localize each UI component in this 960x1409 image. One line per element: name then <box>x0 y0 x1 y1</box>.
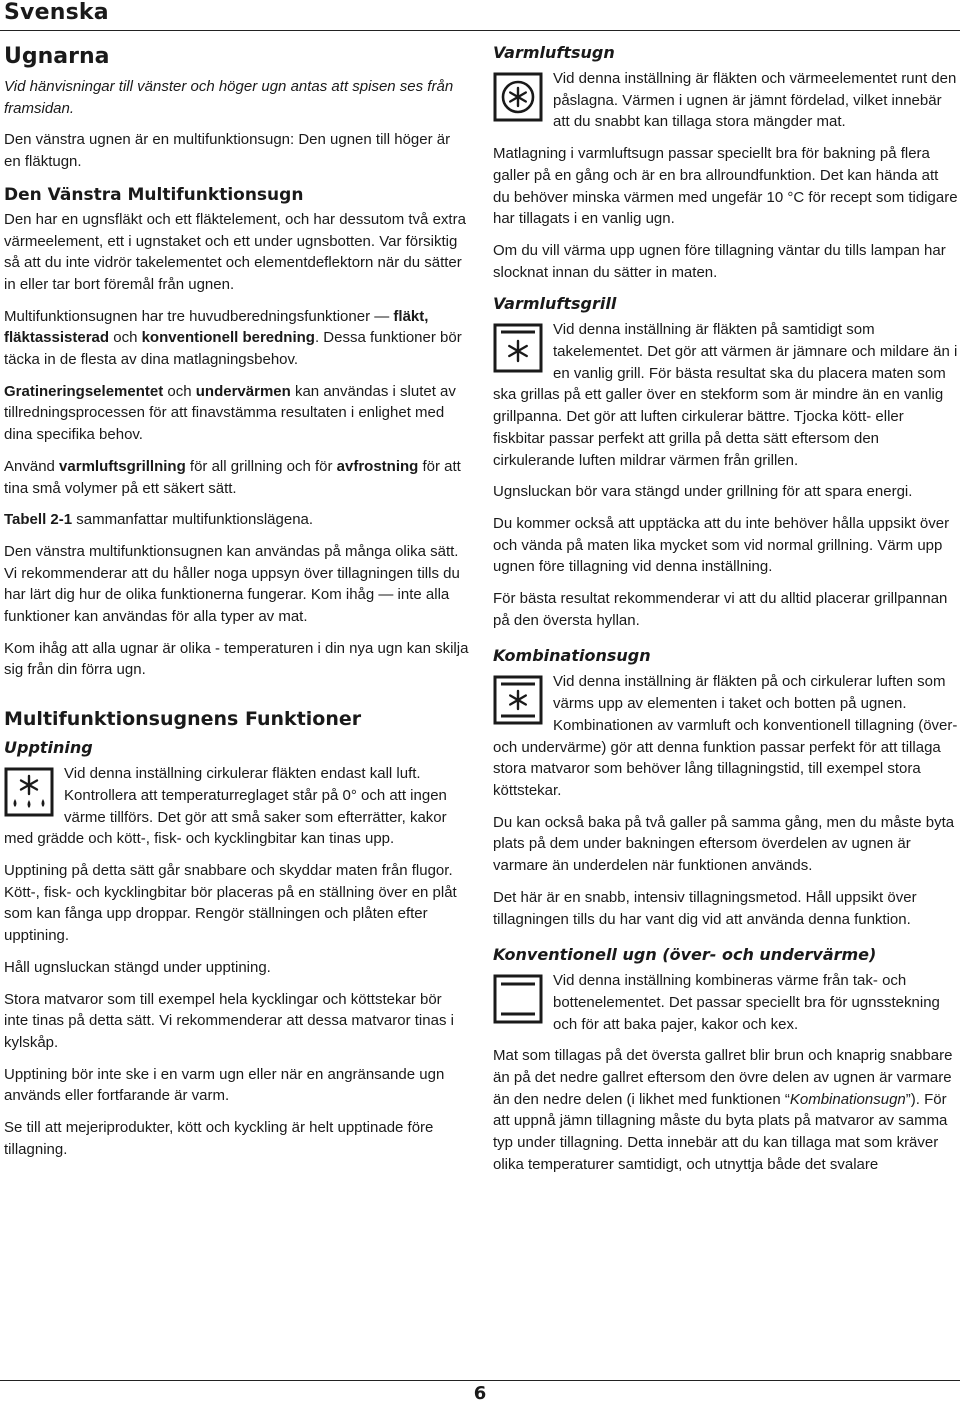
paragraph: Du kommer också att upptäcka att du inte behöver hålla uppsikt över och vända på maten lika mycket som vid normal grillning. Värm upp ugnen före tillagning vid denna inställning. <box>493 514 950 576</box>
fan-oven-icon <box>493 72 543 122</box>
mode-title-grill: Varmluftsgrill <box>493 294 617 314</box>
mode-upptining <box>4 763 469 850</box>
subheading-left-multifunction: Den Vänstra Multifunktionsugn <box>4 184 304 205</box>
table-reference: Tabell 2-1 <box>4 511 73 529</box>
mode-grill <box>493 319 958 471</box>
text-run: för all grillning och för <box>185 457 337 475</box>
bold-term: fläkt <box>393 307 425 325</box>
mode-description: Vid denna inställning är fläkten på samtidigt som takelementet. Det gör att värmen är jämnare och mildare än i en vanlig grill. För bästa resultat ska du placera maten som ska grillas på ett galler över en stekform som är mindre än en vanlig grillpanna. Det gör att luften cirkulerar bättre. Tjocka kött- eller fiskbitar passar perfekt att grilla på detta sätt eftersom den cirkulerande luften mildrar värmen från grillen. <box>493 321 958 469</box>
paragraph: Den har en ugnsfläkt och ett fläktelement, och har dessutom två extra värmeelement, ett i ugnstaket och ett under ugnsbotten. Var försiktig så att du inte vidrör takelementet och elementdeflektorn när du sätter in eller tar bort föremål från ugnen. <box>4 210 466 293</box>
paragraph: Ugnsluckan bör vara stängd under grillning för att spara energi. <box>493 483 913 501</box>
mode-title-konventionell: Konventionell ugn (över- och undervärme) <box>493 945 877 965</box>
bold-term: Gratineringselementet <box>4 382 164 400</box>
text-run: sammanfattar multifunktionslägena. <box>72 511 314 529</box>
page-number: 6 <box>473 1383 487 1404</box>
mode-varmluft <box>493 68 958 133</box>
bold-term: undervärmen <box>195 382 291 400</box>
mode-description: Vid denna inställning är fläkten och värmeelementet runt den påslagna. Värmen i ugnen är jämnt fördelad, vilket innebär att du snabbt kan tillaga stora mängder mat. <box>553 70 957 131</box>
section-title-ovens: Ugnarna <box>4 44 110 69</box>
paragraph: Matlagning i varmluftsugn passar speciellt bra för bakning på flera galler på en gång och är en bra allroundfunktion. Det kan hända att du behöver minska värmen med ungefär 10 °C för recept som tidigare har tillagats i en vanlig ugn. <box>493 145 958 228</box>
text-run: Multifunktionsugnen har tre huvudberedningsfunktioner — <box>4 307 394 325</box>
bold-term: varmluftsgrillning <box>59 457 186 475</box>
paragraph <box>4 306 469 371</box>
bold-term: avfrostning <box>336 457 419 475</box>
paragraph: Det här är en snabb, intensiv tillagningsmetod. Håll uppsikt över tillagningen tills du har vant dig vid att använda denna funktion. <box>493 888 917 928</box>
mode-title-upptining: Upptining <box>4 738 93 758</box>
text-run: , <box>424 307 429 325</box>
text-run: Använd <box>4 457 60 475</box>
paragraph <box>4 509 469 531</box>
language-heading: Svenska <box>4 0 109 25</box>
fan-grill-icon <box>493 323 543 373</box>
section-title-functions: Multifunktionsugnens Funktioner <box>4 708 362 731</box>
top-bottom-heat-icon <box>493 974 543 1024</box>
header-rule <box>0 30 960 31</box>
text-run: och <box>109 329 142 347</box>
bold-term: fläktassisterad <box>4 329 110 347</box>
paragraph: Om du vill värma upp ugnen före tillagning väntar du tills lampan har slocknat innan du sätter in maten. <box>493 241 946 281</box>
paragraph <box>4 456 469 499</box>
text-run: . Dessa funktioner bör täcka in de flesta av dina matlagningsbehov. <box>4 329 462 369</box>
mode-konventionell <box>493 970 958 1035</box>
paragraph: Upptining bör inte ske i en varm ugn eller när en angränsande ugn används eller fortfarande är varm. <box>4 1065 445 1105</box>
paragraph: Stora matvaror som till exempel hela kycklingar och köttstekar bör inte tinas på detta sätt. Vi rekommenderar att dessa matvaror tinas i kylskåp. <box>4 990 454 1051</box>
text-run: ”). För att uppnå jämn tillagning måste du byta plats på matvaror av samma typ under tillagning. Detta innebär att du kan tillaga mat som kräver olika temperaturer samtidigt, och utnyttja både det svalare <box>493 1090 948 1173</box>
paragraph: Du kan också baka på två galler på samma gång, men du måste byta plats på dem under bakningen eftersom överdelen av ugnen är varmare än underdelen när funktionen används. <box>493 813 955 875</box>
mode-title-kombi: Kombinationsugn <box>493 646 651 666</box>
bold-term: konventionell beredning <box>141 329 315 347</box>
paragraph: Kom ihåg att alla ugnar är olika - temperaturen i din nya ugn kan skilja sig från din förra ugn. <box>4 639 469 679</box>
intro-note: Vid hänvisningar till vänster och höger ugn antas att spisen ses från framsidan. <box>4 78 454 117</box>
paragraph: För bästa resultat rekommenderar vi att du alltid placerar grillpannan på den översta hyllan. <box>493 590 948 629</box>
paragraph: Upptining på detta sätt går snabbare och skyddar maten från flugor. Kött-, fisk- och kycklingbitar bör placeras på en ställning över en plåt som kan fånga upp droppar. Rengör ställningen och plåten efter upptining. <box>4 861 457 945</box>
mode-description: Vid denna inställning är fläkten på och cirkulerar luften som värms upp av elementen i taket och botten på ugnen. Kombinationen av varmluft och konventionell tillagning (över- och undervärme) gör att denna funktion passar perfekt för att tillaga stora matvaror som behöver lång tillagningstid, till exempel stora köttstekar. <box>493 673 958 799</box>
text-run: och <box>163 382 196 400</box>
paragraph <box>4 381 469 446</box>
footer-rule <box>0 1380 960 1381</box>
left-column <box>4 42 469 1170</box>
text-run: kan användas i slutet av tillredningsprocessen för att finavstämma resultaten i enlighet med dina specifika behov. <box>4 382 456 444</box>
defrost-icon <box>4 767 54 817</box>
fan-top-bottom-icon <box>493 675 543 725</box>
mode-title-varmluft: Varmluftsugn <box>493 43 615 62</box>
paragraph: Den vänstra multifunktionsugnen kan användas på många olika sätt. Vi rekommenderar att du håller noga uppsyn över tillagningen tills du har lärt dig hur de olika funktionerna fungerar. Kom ihåg — inte alla funktioner kan användas för alla typer av mat. <box>4 542 460 626</box>
mode-description: Vid denna inställning kombineras värme från tak- och bottenelementet. Det passar speciellt bra för ugnsstekning och för att baka pajer, kakor och kex. <box>553 972 940 1033</box>
paragraph <box>493 1045 958 1175</box>
mode-kombi <box>493 671 958 801</box>
text-run: Mat som tillagas på det översta gallret blir brun och knaprig snabbare än på det nedre gallret eftersom den övre delen av ugnen är varmare än den nedre delen (i likhet med funktionen “ <box>493 1047 953 1108</box>
paragraph: Se till att mejeriprodukter, kött och kyckling är helt upptinade före tillagning. <box>4 1119 434 1158</box>
text-run: för att tina små volymer på ett säkert sätt. <box>4 457 461 497</box>
right-column <box>493 42 958 1186</box>
paragraph: Den vänstra ugnen är en multifunktionsugn: Den ugnen till höger är en fläktugn. <box>4 131 451 171</box>
mode-description: Vid denna inställning cirkulerar fläkten endast kall luft. Kontrollera att temperaturreglaget står på 0° och att ingen värme tillförs. Det gör att små saker som efterrätter, kakor med grädde och kött-, fisk- och kycklingbitar kan tinas upp. <box>4 765 447 848</box>
italic-term: Kombinationsugn <box>789 1090 906 1108</box>
paragraph: Håll ugnsluckan stängd under upptining. <box>4 958 271 976</box>
